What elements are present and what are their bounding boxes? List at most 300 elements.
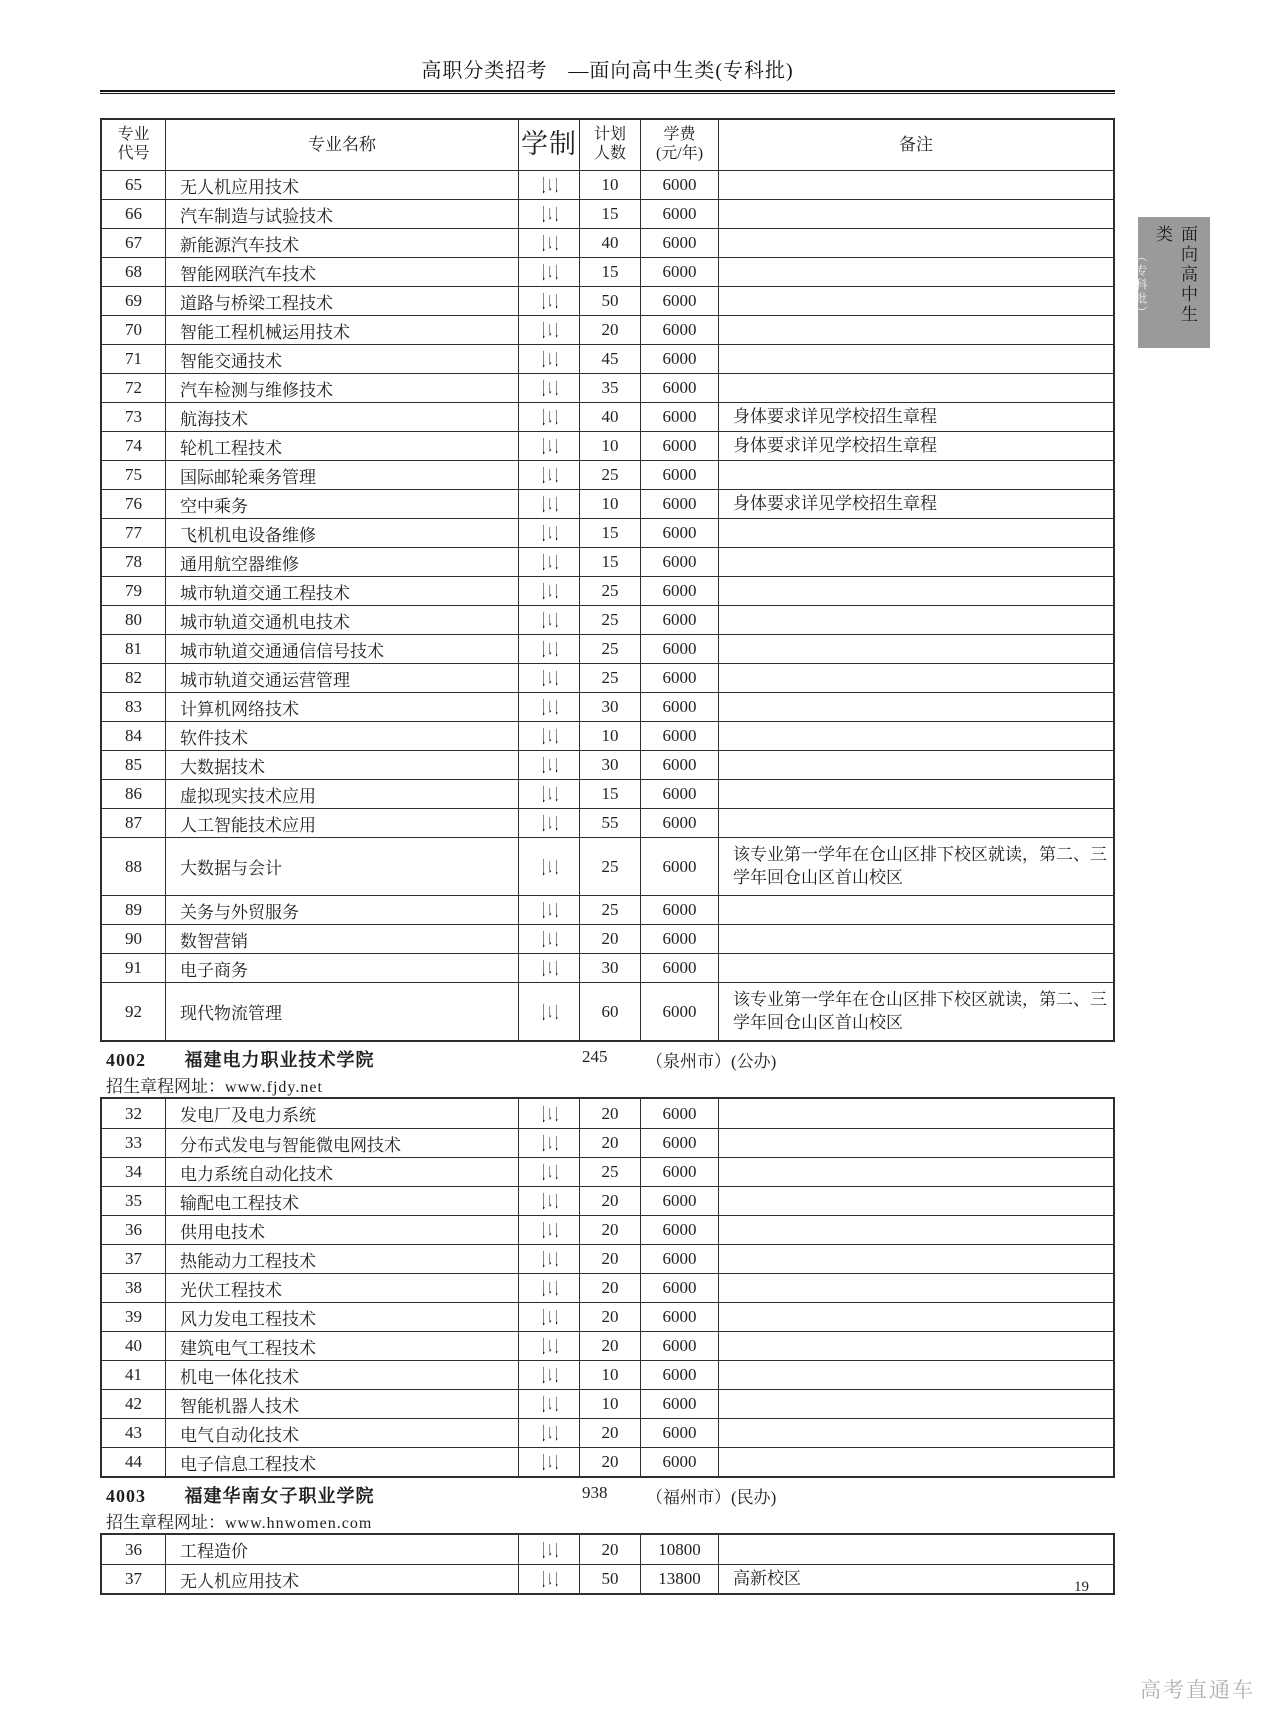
program-duration: 三 xyxy=(519,1332,580,1360)
program-fee: 13800 xyxy=(641,1565,719,1593)
program-duration: 三 xyxy=(519,577,580,605)
program-duration: 三 xyxy=(519,1361,580,1389)
table-row xyxy=(102,199,1113,228)
program-remark: 该专业第一学年在仓山区排下校区就读，第二、三学年回仓山区首山校区 xyxy=(733,989,1107,1032)
school-location-type: （福州市）(民办) xyxy=(646,1488,777,1507)
program-fee: 6000 xyxy=(641,751,719,779)
program-fee: 6000 xyxy=(641,780,719,808)
side-tab-main-label: 面向高中生类 xyxy=(1153,225,1197,325)
program-code: 78 xyxy=(102,548,166,576)
admission-url: www.fjdy.net xyxy=(225,1079,323,1096)
program-fee: 6000 xyxy=(641,983,719,1040)
program-remark xyxy=(719,548,1113,576)
side-tab-sub-label: （专科批） xyxy=(1134,249,1148,320)
table-row xyxy=(102,692,1113,721)
header-divider-rule xyxy=(100,90,1115,94)
program-code: 38 xyxy=(102,1274,166,1302)
program-code: 42 xyxy=(102,1390,166,1418)
program-plan-count: 15 xyxy=(580,548,641,576)
program-name: 风力发电工程技术 xyxy=(166,1303,519,1331)
program-code: 88 xyxy=(102,838,166,895)
program-code: 69 xyxy=(102,287,166,315)
program-name: 城市轨道交通运营管理 xyxy=(166,664,519,692)
program-code: 67 xyxy=(102,229,166,257)
table-row xyxy=(102,1302,1113,1331)
program-fee: 6000 xyxy=(641,838,719,895)
program-remark xyxy=(719,461,1113,489)
program-fee: 6000 xyxy=(641,1361,719,1389)
program-plan-count: 20 xyxy=(580,1332,641,1360)
program-remark: 身体要求详见学校招生章程 xyxy=(733,435,937,455)
table-row xyxy=(102,1418,1113,1447)
program-name: 城市轨道交通机电技术 xyxy=(166,606,519,634)
program-name: 新能源汽车技术 xyxy=(166,229,519,257)
program-fee: 6000 xyxy=(641,171,719,199)
program-fee: 6000 xyxy=(641,490,719,518)
program-remark xyxy=(719,374,1113,402)
program-remark xyxy=(719,1245,1113,1273)
program-code: 92 xyxy=(102,983,166,1040)
program-code: 91 xyxy=(102,954,166,982)
program-name: 无人机应用技术 xyxy=(166,171,519,199)
program-duration: 三 xyxy=(519,1245,580,1273)
program-remark xyxy=(719,1535,1113,1564)
table-row xyxy=(102,489,1113,518)
page-number: 19 xyxy=(1074,1579,1089,1595)
program-remark xyxy=(719,287,1113,315)
table-row xyxy=(102,895,1113,924)
page-title: 高职分类招考 —面向高中生类(专科批) xyxy=(421,60,794,82)
program-fee: 6000 xyxy=(641,1303,719,1331)
program-duration: 三 xyxy=(519,896,580,924)
program-fee: 6000 xyxy=(641,287,719,315)
program-duration: 三 xyxy=(519,722,580,750)
program-fee: 6000 xyxy=(641,461,719,489)
program-fee: 6000 xyxy=(641,374,719,402)
program-fee: 6000 xyxy=(641,809,719,837)
program-code: 43 xyxy=(102,1419,166,1447)
program-duration: 三 xyxy=(519,200,580,228)
program-name: 数智营销 xyxy=(166,925,519,953)
program-remark xyxy=(719,896,1113,924)
program-fee: 6000 xyxy=(641,635,719,663)
program-code: 87 xyxy=(102,809,166,837)
table-row xyxy=(102,315,1113,344)
program-plan-count: 20 xyxy=(580,1448,641,1476)
program-remark xyxy=(719,751,1113,779)
program-plan-count: 15 xyxy=(580,258,641,286)
program-code: 77 xyxy=(102,519,166,547)
program-duration: 三 xyxy=(519,461,580,489)
program-plan-count: 25 xyxy=(580,1158,641,1186)
program-duration: 三 xyxy=(519,1158,580,1186)
program-remark xyxy=(719,1099,1113,1128)
program-plan-count: 25 xyxy=(580,635,641,663)
program-plan-count: 60 xyxy=(580,983,641,1040)
program-remark xyxy=(719,1303,1113,1331)
program-duration: 三 xyxy=(519,1129,580,1157)
program-fee: 6000 xyxy=(641,693,719,721)
program-name: 电子信息工程技术 xyxy=(166,1448,519,1476)
program-duration: 三 xyxy=(519,664,580,692)
program-remark xyxy=(719,1129,1113,1157)
program-duration: 三 xyxy=(519,1187,580,1215)
program-name: 智能交通技术 xyxy=(166,345,519,373)
table-row xyxy=(102,373,1113,402)
school-code: 4002 xyxy=(106,1050,146,1070)
program-remark: 该专业第一学年在仓山区排下校区就读，第二、三学年回仓山区首山校区 xyxy=(733,844,1107,887)
table-row xyxy=(102,924,1113,953)
table-row xyxy=(102,228,1113,257)
school-name: 福建电力职业技术学院 xyxy=(184,1050,375,1070)
program-duration: 三 xyxy=(519,229,580,257)
table-row xyxy=(102,663,1113,692)
program-plan-count: 15 xyxy=(580,780,641,808)
program-fee: 6000 xyxy=(641,954,719,982)
table-row xyxy=(102,1535,1113,1564)
program-duration: 三 xyxy=(519,1099,580,1128)
program-plan-count: 20 xyxy=(580,1535,641,1564)
program-fee: 6000 xyxy=(641,664,719,692)
table-row xyxy=(102,634,1113,663)
table-row xyxy=(102,1273,1113,1302)
program-plan-count: 30 xyxy=(580,954,641,982)
program-plan-count: 30 xyxy=(580,751,641,779)
program-name: 通用航空器维修 xyxy=(166,548,519,576)
program-plan-count: 25 xyxy=(580,896,641,924)
table-row xyxy=(102,1360,1113,1389)
table-row xyxy=(102,837,1113,895)
program-code: 40 xyxy=(102,1332,166,1360)
program-duration: 三 xyxy=(519,490,580,518)
program-fee: 6000 xyxy=(641,722,719,750)
program-remark xyxy=(719,1216,1113,1244)
program-name: 汽车检测与维修技术 xyxy=(166,374,519,402)
table-row xyxy=(102,1157,1113,1186)
program-plan-count: 40 xyxy=(580,229,641,257)
program-code: 82 xyxy=(102,664,166,692)
table-row xyxy=(102,1447,1113,1476)
table-row xyxy=(102,1215,1113,1244)
program-name: 智能网联汽车技术 xyxy=(166,258,519,286)
table-row xyxy=(102,1564,1113,1593)
program-fee: 6000 xyxy=(641,606,719,634)
program-plan-count: 45 xyxy=(580,345,641,373)
program-plan-count: 15 xyxy=(580,519,641,547)
program-fee: 6000 xyxy=(641,896,719,924)
program-name: 关务与外贸服务 xyxy=(166,896,519,924)
program-fee: 6000 xyxy=(641,316,719,344)
program-duration: 三 xyxy=(519,693,580,721)
program-duration: 三 xyxy=(519,925,580,953)
table-row xyxy=(102,431,1113,460)
program-fee: 6000 xyxy=(641,519,719,547)
table-row xyxy=(102,576,1113,605)
program-code: 76 xyxy=(102,490,166,518)
program-duration: 三 xyxy=(519,983,580,1040)
program-fee: 6000 xyxy=(641,1419,719,1447)
program-plan-count: 40 xyxy=(580,403,641,431)
program-name: 航海技术 xyxy=(166,403,519,431)
program-code: 44 xyxy=(102,1448,166,1476)
program-remark: 高新校区 xyxy=(733,1568,801,1588)
program-name: 城市轨道交通工程技术 xyxy=(166,577,519,605)
table-section xyxy=(100,1097,1115,1478)
table-row xyxy=(102,982,1113,1040)
program-plan-count: 25 xyxy=(580,606,641,634)
program-fee: 6000 xyxy=(641,925,719,953)
program-fee: 6000 xyxy=(641,432,719,460)
program-plan-count: 50 xyxy=(580,1565,641,1593)
program-remark xyxy=(719,925,1113,953)
program-code: 36 xyxy=(102,1535,166,1564)
admissions-table xyxy=(100,118,1115,1595)
table-section xyxy=(100,118,1115,1042)
program-duration: 三 xyxy=(519,1535,580,1564)
program-name: 人工智能技术应用 xyxy=(166,809,519,837)
program-remark xyxy=(719,1274,1113,1302)
program-remark xyxy=(719,1332,1113,1360)
program-remark xyxy=(719,1419,1113,1447)
admission-url-label: 招生章程网址： xyxy=(106,1077,225,1096)
program-name: 大数据技术 xyxy=(166,751,519,779)
program-remark xyxy=(719,664,1113,692)
program-name: 机电一体化技术 xyxy=(166,1361,519,1389)
program-plan-count: 55 xyxy=(580,809,641,837)
program-code: 81 xyxy=(102,635,166,663)
program-remark xyxy=(719,954,1113,982)
program-remark xyxy=(719,345,1113,373)
program-name: 智能机器人技术 xyxy=(166,1390,519,1418)
program-plan-count: 10 xyxy=(580,171,641,199)
table-row xyxy=(102,460,1113,489)
program-duration: 三 xyxy=(519,258,580,286)
program-code: 89 xyxy=(102,896,166,924)
program-code: 86 xyxy=(102,780,166,808)
table-row xyxy=(102,547,1113,576)
school-url-line xyxy=(106,1072,1115,1094)
table-row xyxy=(102,402,1113,431)
table-row xyxy=(102,953,1113,982)
table-row xyxy=(102,808,1113,837)
program-fee: 6000 xyxy=(641,258,719,286)
program-name: 热能动力工程技术 xyxy=(166,1245,519,1273)
table-row xyxy=(102,750,1113,779)
program-duration: 三 xyxy=(519,519,580,547)
program-fee: 6000 xyxy=(641,1158,719,1186)
program-code: 34 xyxy=(102,1158,166,1186)
program-fee: 6000 xyxy=(641,1448,719,1476)
school-total-plan: 938 xyxy=(582,1483,608,1502)
program-code: 70 xyxy=(102,316,166,344)
program-code: 71 xyxy=(102,345,166,373)
program-plan-count: 20 xyxy=(580,1419,641,1447)
program-duration: 三 xyxy=(519,751,580,779)
program-name: 轮机工程技术 xyxy=(166,432,519,460)
program-duration: 三 xyxy=(519,1390,580,1418)
program-duration: 三 xyxy=(519,809,580,837)
program-fee: 6000 xyxy=(641,577,719,605)
program-plan-count: 20 xyxy=(580,1245,641,1273)
program-remark xyxy=(719,606,1113,634)
school-header-block xyxy=(100,1042,1115,1097)
program-duration: 三 xyxy=(519,316,580,344)
program-fee: 6000 xyxy=(641,1274,719,1302)
program-duration: 三 xyxy=(519,345,580,373)
program-code: 84 xyxy=(102,722,166,750)
school-location-type: （泉州市）(公办) xyxy=(646,1052,777,1071)
table-row xyxy=(102,1244,1113,1273)
program-plan-count: 20 xyxy=(580,1187,641,1215)
program-remark xyxy=(719,1158,1113,1186)
program-duration: 三 xyxy=(519,1274,580,1302)
program-fee: 6000 xyxy=(641,345,719,373)
program-name: 道路与桥梁工程技术 xyxy=(166,287,519,315)
program-fee: 6000 xyxy=(641,548,719,576)
column-header-remark: 备注 xyxy=(899,134,933,154)
table-row xyxy=(102,605,1113,634)
program-plan-count: 20 xyxy=(580,925,641,953)
program-plan-count: 25 xyxy=(580,838,641,895)
program-name: 工程造价 xyxy=(166,1535,519,1564)
program-code: 66 xyxy=(102,200,166,228)
table-row xyxy=(102,286,1113,315)
program-remark xyxy=(719,1448,1113,1476)
program-duration: 三 xyxy=(519,432,580,460)
section-side-tab xyxy=(1134,217,1210,348)
program-code: 36 xyxy=(102,1216,166,1244)
program-code: 32 xyxy=(102,1099,166,1128)
program-name: 汽车制造与试验技术 xyxy=(166,200,519,228)
program-duration: 三 xyxy=(519,606,580,634)
program-name: 供用电技术 xyxy=(166,1216,519,1244)
program-name: 软件技术 xyxy=(166,722,519,750)
program-plan-count: 30 xyxy=(580,693,641,721)
table-row xyxy=(102,1128,1113,1157)
program-name: 计算机网络技术 xyxy=(166,693,519,721)
column-header-fee: 学费 (元/年) xyxy=(641,120,719,170)
program-code: 39 xyxy=(102,1303,166,1331)
program-remark xyxy=(719,693,1113,721)
table-row xyxy=(102,721,1113,750)
school-header-line xyxy=(106,1046,1115,1072)
program-plan-count: 20 xyxy=(580,1099,641,1128)
program-fee: 6000 xyxy=(641,1390,719,1418)
column-header-code: 专业 代号 xyxy=(102,120,166,170)
program-duration: 三 xyxy=(519,171,580,199)
program-remark xyxy=(719,1361,1113,1389)
program-code: 68 xyxy=(102,258,166,286)
program-duration: 三 xyxy=(519,1448,580,1476)
table-section xyxy=(100,1533,1115,1595)
table-row xyxy=(102,1099,1113,1128)
program-code: 90 xyxy=(102,925,166,953)
program-fee: 6000 xyxy=(641,229,719,257)
program-name: 大数据与会计 xyxy=(166,838,519,895)
program-duration: 三 xyxy=(519,954,580,982)
program-fee: 6000 xyxy=(641,1129,719,1157)
program-name: 发电厂及电力系统 xyxy=(166,1099,519,1128)
program-code: 83 xyxy=(102,693,166,721)
program-name: 分布式发电与智能微电网技术 xyxy=(166,1129,519,1157)
program-code: 75 xyxy=(102,461,166,489)
school-code: 4003 xyxy=(106,1486,146,1506)
program-duration: 三 xyxy=(519,1216,580,1244)
table-row xyxy=(102,518,1113,547)
program-name: 电力系统自动化技术 xyxy=(166,1158,519,1186)
program-remark: 身体要求详见学校招生章程 xyxy=(733,493,937,513)
program-remark xyxy=(719,577,1113,605)
program-remark xyxy=(719,258,1113,286)
program-name: 城市轨道交通通信信号技术 xyxy=(166,635,519,663)
program-code: 80 xyxy=(102,606,166,634)
program-name: 现代物流管理 xyxy=(166,983,519,1040)
program-duration: 三 xyxy=(519,403,580,431)
program-plan-count: 35 xyxy=(580,374,641,402)
program-code: 74 xyxy=(102,432,166,460)
admission-url: www.hnwomen.com xyxy=(225,1515,373,1532)
table-row xyxy=(102,257,1113,286)
program-plan-count: 25 xyxy=(580,577,641,605)
program-code: 33 xyxy=(102,1129,166,1157)
program-fee: 10800 xyxy=(641,1535,719,1564)
program-name: 虚拟现实技术应用 xyxy=(166,780,519,808)
program-fee: 6000 xyxy=(641,1332,719,1360)
school-name: 福建华南女子职业学院 xyxy=(184,1486,375,1506)
program-duration: 三 xyxy=(519,374,580,402)
program-plan-count: 50 xyxy=(580,287,641,315)
program-remark xyxy=(719,229,1113,257)
table-header-row xyxy=(102,120,1113,170)
program-code: 65 xyxy=(102,171,166,199)
program-name: 光伏工程技术 xyxy=(166,1274,519,1302)
school-url-line xyxy=(106,1508,1115,1530)
program-remark xyxy=(719,1187,1113,1215)
program-name: 国际邮轮乘务管理 xyxy=(166,461,519,489)
program-fee: 6000 xyxy=(641,1187,719,1215)
watermark-text: 高考直通车 xyxy=(1140,1678,1255,1702)
program-name: 空中乘务 xyxy=(166,490,519,518)
school-total-plan: 245 xyxy=(582,1047,608,1066)
program-duration: 三 xyxy=(519,838,580,895)
program-plan-count: 10 xyxy=(580,432,641,460)
table-row xyxy=(102,344,1113,373)
table-row xyxy=(102,1331,1113,1360)
program-duration: 三 xyxy=(519,548,580,576)
program-code: 35 xyxy=(102,1187,166,1215)
program-remark xyxy=(719,809,1113,837)
program-fee: 6000 xyxy=(641,200,719,228)
program-name: 电气自动化技术 xyxy=(166,1419,519,1447)
program-code: 85 xyxy=(102,751,166,779)
table-row xyxy=(102,779,1113,808)
program-remark xyxy=(719,200,1113,228)
program-duration: 三 xyxy=(519,780,580,808)
admission-url-label: 招生章程网址： xyxy=(106,1513,225,1532)
program-name: 飞机机电设备维修 xyxy=(166,519,519,547)
program-duration: 三 xyxy=(519,1303,580,1331)
program-fee: 6000 xyxy=(641,1216,719,1244)
program-remark xyxy=(719,722,1113,750)
program-plan-count: 25 xyxy=(580,664,641,692)
column-header-duration: 学制 xyxy=(519,120,580,170)
program-plan-count: 15 xyxy=(580,200,641,228)
program-code: 37 xyxy=(102,1565,166,1593)
program-plan-count: 10 xyxy=(580,1361,641,1389)
program-name: 智能工程机械运用技术 xyxy=(166,316,519,344)
school-header-block xyxy=(100,1478,1115,1533)
table-row xyxy=(102,1186,1113,1215)
